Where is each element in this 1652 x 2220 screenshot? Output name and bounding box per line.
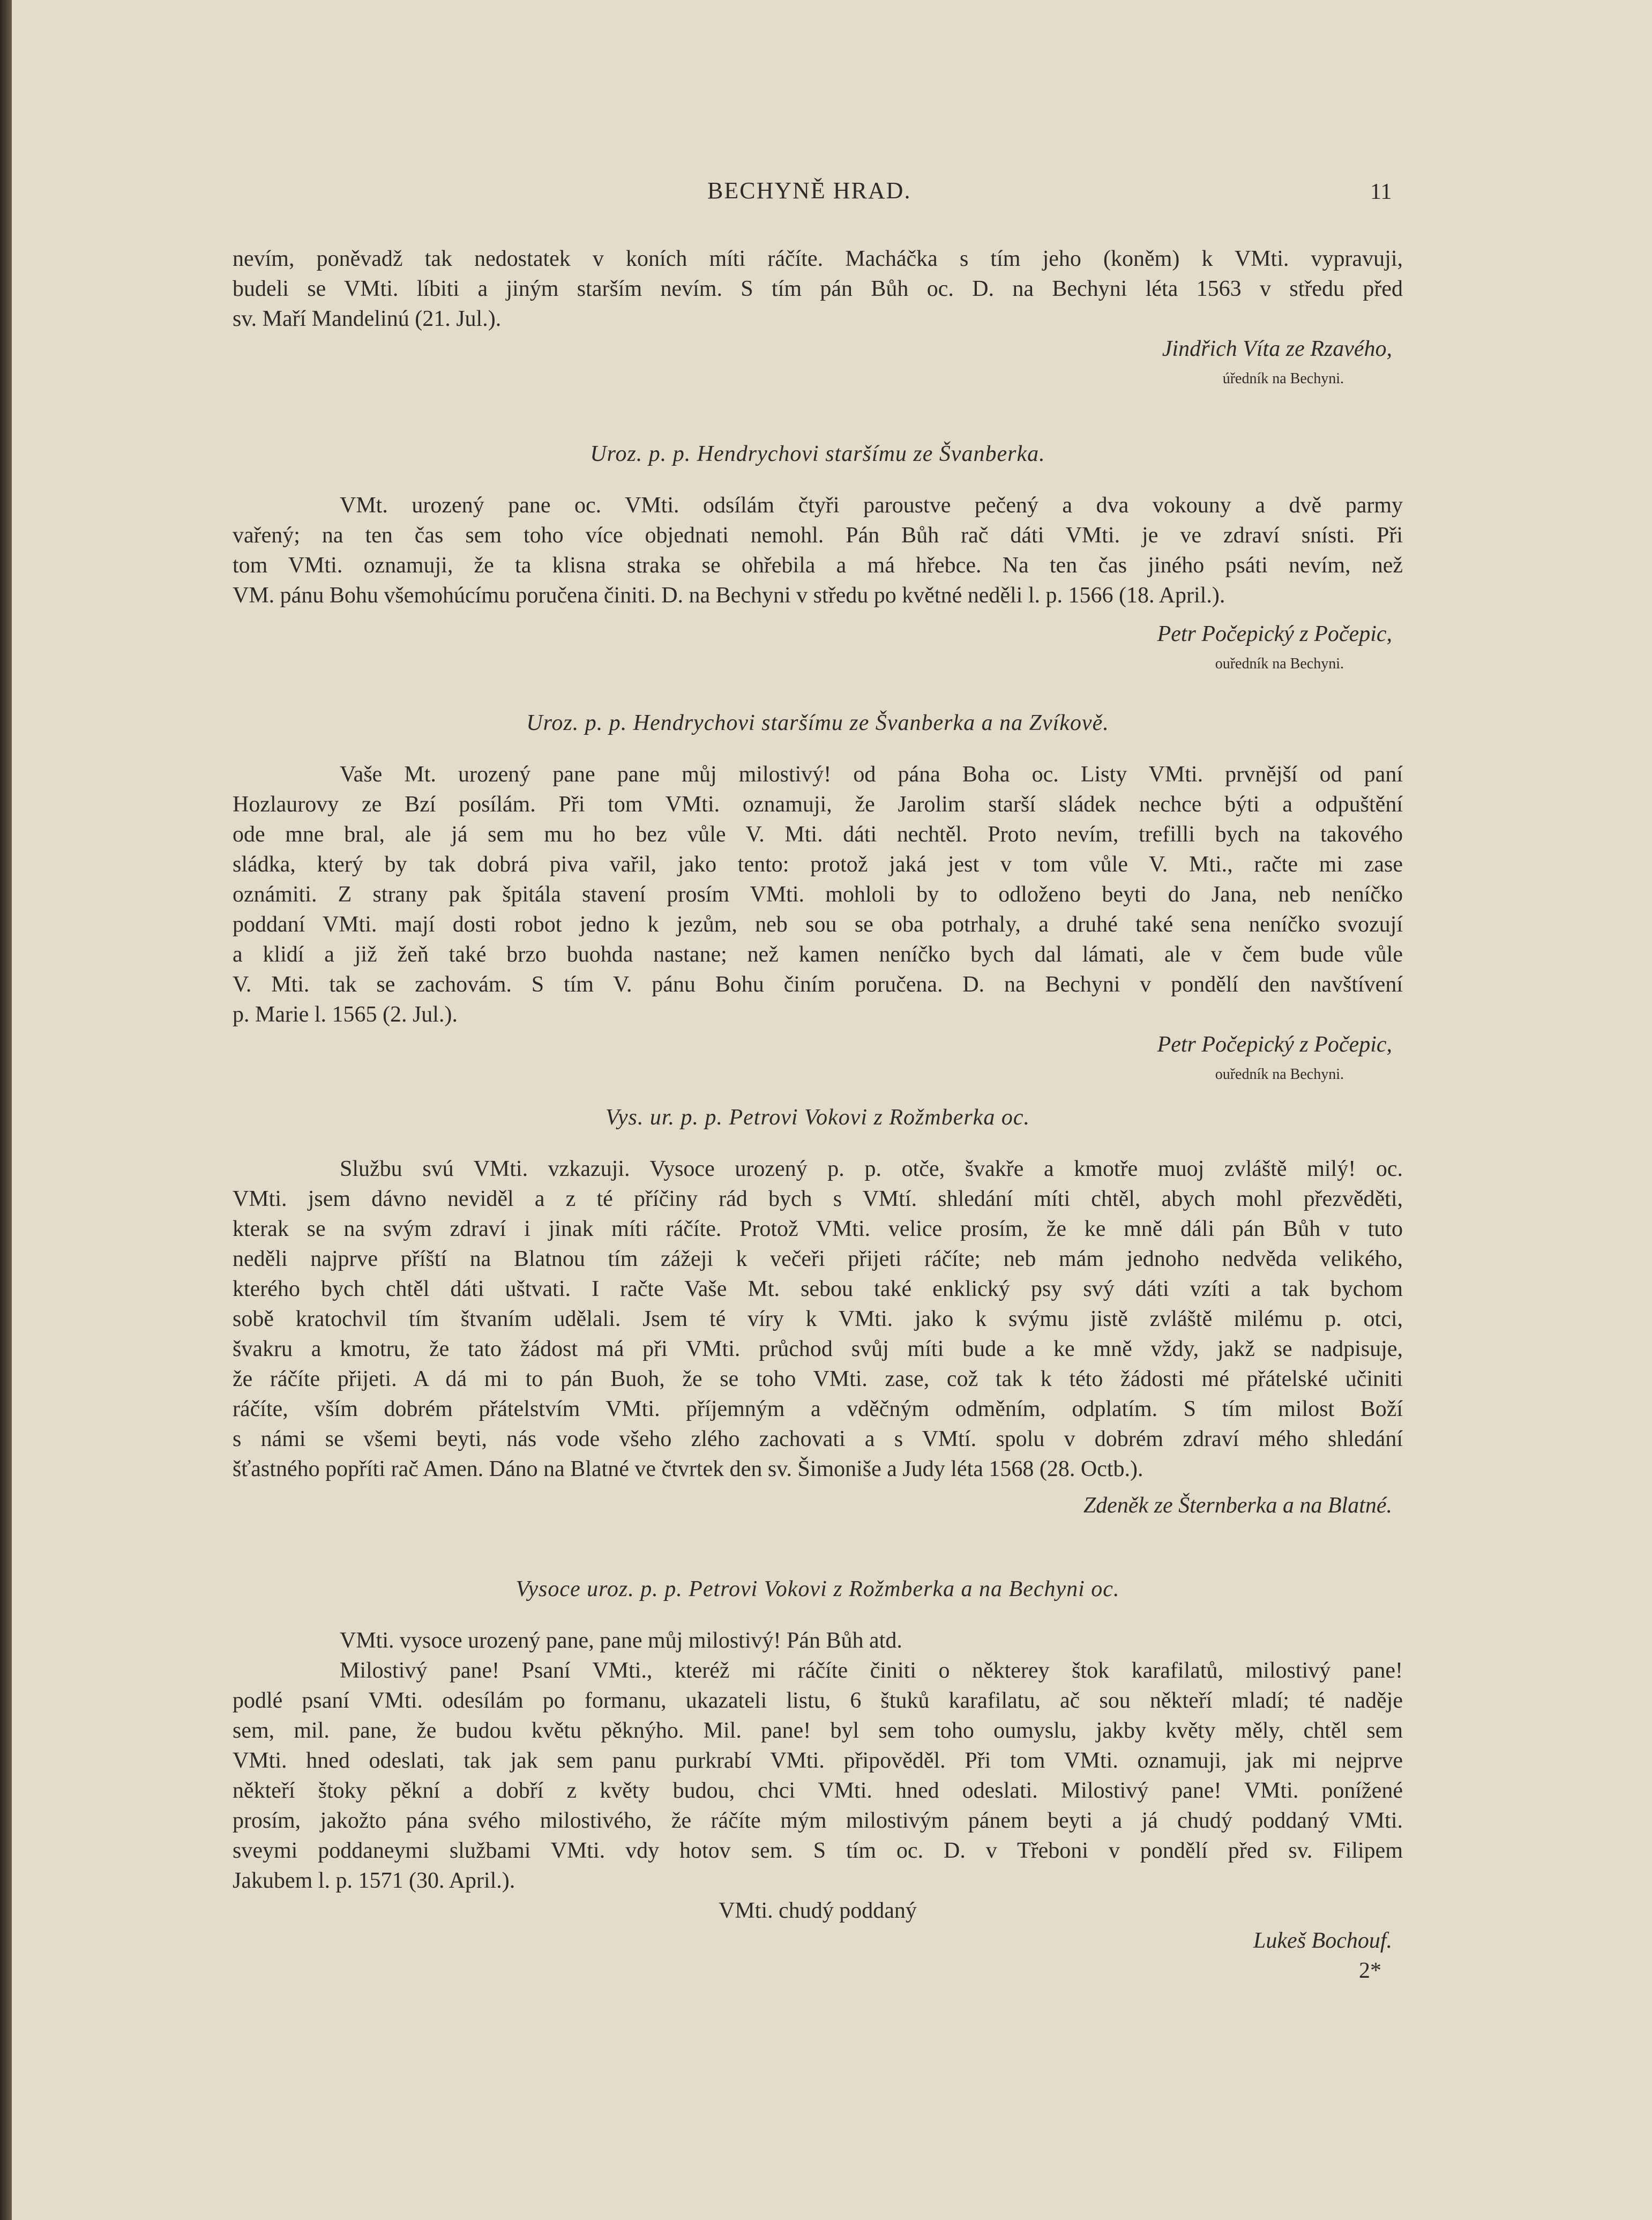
text-line: sem, mil. pane, že budou květu pěknýho. Mil. pane! byl sem toho oumyslu, jakby květy měly, chtěl sem [233,1718,1403,1743]
text-line: že ráčíte přijeti. A dá mi to pán Buoh, že se toho VMti. zase, což tak k této žádosti mé přátelské učiniti [233,1367,1403,1391]
signature: Petr Počepický z Počepic, [1157,1032,1392,1057]
letter-3 [233,708,1403,1081]
signature: Zdeněk ze Šternberka a na Blatné. [1083,1493,1392,1518]
text-line: sládka, který by tak dobrá piva vařil, jako tento: protož jaká jest v tom vůle V. Mti., račte mi zase [233,852,1403,877]
text-line: někteří štoky pěkní a dobří z květy budou, chci VMti. hned odeslati. Milostivý pane! VMti. ponížené [233,1778,1403,1803]
letter-heading: Vysoce uroz. p. p. Petrovi Vokovi z Rožmberka a na Bechyni oc. [515,1577,1120,1601]
letter-heading: Vys. ur. p. p. Petrovi Vokovi z Rožmberka oc. [606,1105,1030,1130]
text-line: neděli najprve příští na Blatnou tím zážeji k večeři přijeti ráčíte; neb mám jednoho nedvěda velikého, [233,1247,1403,1271]
text-line: Vaše Mt. urozený pane pane můj milostivý! od pána Boha oc. Listy VMti. prvnější od paní [340,762,1403,787]
signature-office: úředník na Bechyni. [1222,370,1344,387]
book-spine-shadow [0,0,12,2220]
text-line: s námi se všemi beyti, nás vode všeho zlého zachovati a s VMtí. spolu v dobrém zdraví mého shledání [233,1427,1403,1451]
running-title: BECHYNĚ HRAD. [707,177,911,204]
text-line: Hozlaurovy ze Bzí posílám. Při tom VMti. oznamuji, že Jarolim starší sládek nechce býti a odpuštění [233,792,1403,817]
letter-2 [233,439,1403,671]
text-line: VMti. hned odeslati, tak jak sem panu purkrabí VMti. připověděl. Při tom VMti. oznamuji, jak mi nejprve [233,1748,1403,1773]
text-line: Službu svú VMti. vzkazuji. Vysoce urozený p. p. otče, švakře a kmotře muoj zvláště milý! oc. [340,1157,1403,1181]
text-line: ode mne bral, ale já sem mu ho bez vůle V. Mti. dáti nechtěl. Proto nevím, trefilli bych na takového [233,822,1403,847]
text-line: V. Mti. tak se zachovám. S tím V. pánu Bohu činím poručena. D. na Bechyni v pondělí den navštívení [233,972,1403,997]
signature: Petr Počepický z Počepic, [1157,622,1392,646]
text-line: poddaní VMti. mají dosti robot jedno k jezům, neb sou se oba potrhaly, a druhé také sena neníčko svozují [233,912,1403,937]
text-line: nevím, poněvadž tak nedostatek v koních míti ráčíte. Macháčka s tím jeho (koněm) k VMti. vypravuji, [233,247,1403,271]
closing-line: VMti. chudý poddaný [719,1898,917,1923]
text-line: švakru a kmotru, že tato žádost má při VMti. průchod svůj míti bude a ke mně vždy, jakž se nadpisuje, [233,1337,1403,1361]
signature-office: ouředník na Bechyni. [1215,655,1344,672]
text-line: p. Marie l. 1565 (2. Jul.). [233,1002,458,1027]
letter-heading: Uroz. p. p. Hendrychovi staršímu ze Švanberka a na Zvíkově. [526,711,1109,735]
text-line: sv. Maří Mandelinú (21. Jul.). [233,307,502,331]
letter-4 [233,1102,1403,1521]
text-line: prosím, jakožto pána svého milostivého, že ráčíte mým milostivým pánem beyti a já chudý poddaný VMti. [233,1808,1403,1833]
text-line: kterého bych chtěl dáti uštvati. I račte Vaše Mt. sebou také enklický psy svý dáti vzíti a tak bychom [233,1277,1403,1301]
text-line: podlé psaní VMti. odesílám po formanu, ukazateli listu, 6 štuků karafilatu, ač sou někteří mladí; té naděje [233,1688,1403,1713]
signature-mark: 2* [1359,1958,1381,1983]
text-line: sobě kratochvil tím štvaním udělali. Jsem té víry k VMti. jako k svýmu jistě zvláště milému p. otci, [233,1307,1403,1331]
text-line: vařený; na ten čas sem toho více objednati nemohl. Pán Bůh rač dáti VMti. je ve zdraví snísti. Při [233,523,1403,548]
text-line: VMti. vysoce urozený pane, pane můj milostivý! Pán Bůh atd. [340,1628,902,1653]
text-line: a klidí a již žeň také brzo buohda nastane; než kamen neníčko bych dal lámati, ale v čem bude vůle [233,942,1403,967]
signature-office: ouředník na Bechyni. [1215,1066,1344,1083]
text-line: sveymi poddaneymi službami VMti. vdy hotov sem. S tím oc. D. v Třeboni v pondělí před sv. Filipem [233,1838,1403,1863]
text-line: kterak se na svým zdraví i jinak míti ráčíte. Protož VMti. velice prosím, že ke mně dáli pán Bůh v tuto [233,1217,1403,1241]
text-line: šťastného popříti rač Amen. Dáno na Blatné ve čtvrtek den sv. Šimoniše a Judy léta 1568 (28. Octb.). [233,1457,1143,1481]
book-page [12,0,1652,2220]
text-line: ráčíte, vším dobrém přátelstvím VMti. příjemným a vděčným odměním, odplatím. S tím milost Boží [233,1397,1403,1421]
signature: Jindřich Víta ze Rzavého, [1162,337,1392,361]
text-line: VMti. jsem dávno neviděl a z té příčiny rád bych s VMtí. shledání míti chtěl, abych mohl přezvěděti, [233,1187,1403,1211]
text-line: budeli se VMti. líbiti a jiným starším nevím. S tím pán Bůh oc. D. na Bechyni léta 1563 v středu před [233,277,1403,301]
letter-heading: Uroz. p. p. Hendrychovi staršímu ze Švanberka. [590,442,1045,466]
text-line: VM. pánu Bohu všemohúcímu poručena činiti. D. na Bechyni v středu po květné neděli l. p. 1566 (18. April.). [233,583,1225,608]
text-line: Milostivý pane! Psaní VMti., kteréž mi ráčíte činiti o některey štok karafilatů, milostivý pane! [340,1658,1403,1683]
text-line: tom VMti. oznamuji, že ta klisna straka se ohřebila a má hřebce. Na ten čas jiného psáti nevím, než [233,553,1403,578]
page-number: 11 [1370,180,1392,204]
page-header [12,177,1652,220]
page-body [233,244,1403,1986]
text-line: Jakubem l. p. 1571 (30. April.). [233,1868,515,1893]
text-line: oznámiti. Z strany pak špitála stavení prosím VMti. mohloli by to odloženo beyti do Jana, neb neníčko [233,882,1403,907]
letter-5 [233,1574,1403,1986]
letter-1 [233,244,1403,385]
text-line: VMt. urozený pane oc. VMti. odsílám čtyři paroustve pečený a dva vokouny a dvě parmy [340,493,1403,518]
signature: Lukeš Bochouf. [1253,1928,1392,1953]
